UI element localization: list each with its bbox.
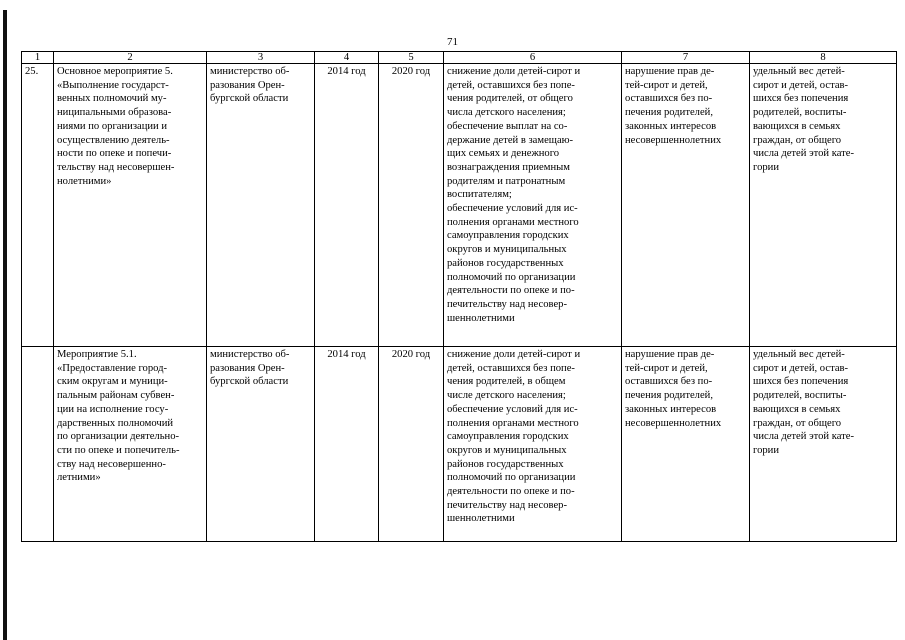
cell-text-line: вающихся в семьях [753,120,841,132]
cell-text-line: Основное мероприятие 5. [57,66,173,77]
cell-text-line: летними» [57,472,101,484]
table-row [22,347,897,542]
cell-text-line: ниями по организации и [57,120,168,132]
cell-text-line: несовершеннолетних [625,417,722,429]
cell-text-line: нолетними» [57,175,112,187]
cell-text-line: числа детей этой кате- [753,148,855,160]
cell-text-line: несовершеннолетних [625,134,722,146]
page-edge-bar [3,10,7,640]
cell-text-line: шихся без попечения [753,93,849,105]
event-cell [54,347,207,542]
cell-text-line: ству над несовершенно- [57,458,166,470]
column-number: 3 [207,52,315,64]
cell-text-line: деятельности по опеке и по- [447,486,575,498]
cell-text-line: числе детского населения; [447,390,566,402]
cell-text-line: тей-сирот и детей, [625,79,708,91]
page-number: 71 [447,36,458,48]
column-number: 4 [315,52,379,64]
cell-text-line: печительству над несовер- [447,298,567,310]
cell-text-line: пальным районам субвен- [57,390,175,402]
cell-text-line: держание детей в замещаю- [447,134,574,146]
cell-text-line: бургской области [210,93,289,105]
cell-text-line: печения родителей, [625,390,713,402]
cell-text-line: числа детей этой кате- [753,431,855,443]
cell-text-line: полнения органами местного [447,417,579,429]
column-number: 6 [444,52,622,64]
cell-text-line: «Предоставление город- [57,362,168,374]
cell-text-line: гории [753,444,780,456]
cell-text-line: обеспечение условий для ис- [447,403,578,415]
column-number-row [22,52,897,64]
cell-text-line: обеспечение условий для ис- [447,203,578,215]
cell-text-line: оставшихся без по- [625,93,713,105]
cell-text-line: удельный вес детей- [753,349,845,360]
cell-text-line: печительству над несовер- [447,499,567,511]
cell-text-line: Мероприятие 5.1. [57,349,137,360]
executor-cell [207,347,315,542]
cell-text-line: округов и муниципальных [447,244,567,256]
cell-text-line: ции на исполнение госу- [57,403,169,415]
result-cell [444,64,622,347]
indicator-cell [750,347,897,542]
cell-text-line: законных интересов [625,120,717,132]
column-number: 2 [54,52,207,64]
table-row [22,64,897,347]
cell-text-line: печения родителей, [625,107,713,119]
cell-text-line: шеннолетними [447,312,515,324]
cell-text-line: удельный вес детей- [753,66,845,77]
cell-text-line: министерство об- [210,349,290,360]
cell-text-line: полномочий по организации [447,271,576,283]
executor-cell [207,64,315,347]
cell-text-line: по организации деятельно- [57,431,180,443]
cell-text-line: деятельности по опеке и по- [447,285,575,297]
start-year-cell: 2014 год [315,347,379,542]
cell-text-line: снижение доли детей-сирот и [447,349,581,360]
indicator-cell [750,64,897,347]
column-number: 8 [750,52,897,64]
cell-text-line: самоуправления городских [447,431,569,443]
cell-text-line: оставшихся без по- [625,376,713,388]
row-number [22,347,54,542]
cell-text-line: «Выполнение государст- [57,79,169,91]
end-year-cell: 2020 год [379,347,444,542]
column-number: 1 [22,52,54,64]
cell-text-line: гории [753,161,780,173]
cell-text-line: родителей, воспиты- [753,390,847,402]
cell-text-line: чения родителей, в общем [447,376,566,388]
cell-text-line: венных полномочий му- [57,93,167,105]
event-cell [54,64,207,347]
cell-text-line: родителей, воспиты- [753,107,847,119]
cell-text-line: полномочий по организации [447,472,576,484]
cell-text-line: тей-сирот и детей, [625,362,708,374]
cell-text-line: ниципальными образова- [57,107,172,119]
cell-text-line: тельству над несовершен- [57,161,175,173]
cell-text-line: ским округам и муници- [57,376,168,388]
cell-text-line: разования Орен- [210,362,285,374]
start-year-cell: 2014 год [315,64,379,347]
cell-text-line: сирот и детей, остав- [753,362,849,374]
document-table [21,51,897,542]
cell-text-line: снижение доли детей-сирот и [447,66,581,77]
end-year-cell: 2020 год [379,64,444,347]
cell-text-line: сти по опеке и попечитель- [57,444,180,456]
cell-text-line: бургской области [210,376,289,388]
cell-text-line: разования Орен- [210,79,285,91]
cell-text-line: щих семьях и денежного [447,148,560,160]
cell-text-line: шихся без попечения [753,376,849,388]
cell-text-line: осуществлению деятель- [57,134,170,146]
cell-text-line: районов государственных [447,458,564,470]
cell-text-line: граждан, от общего [753,134,842,146]
cell-text-line: чения родителей, от общего [447,93,573,105]
cell-text-line: министерство об- [210,66,290,77]
consequences-cell [622,64,750,347]
cell-text-line: округов и муниципальных [447,444,567,456]
cell-text-line: вознаграждения приемным [447,161,570,173]
cell-text-line: вающихся в семьях [753,403,841,415]
cell-text-line: ности по опеке и попечи- [57,148,172,160]
row-number: 25. [22,64,54,347]
cell-text-line: дарственных полномочий [57,417,174,429]
cell-text-line: родителям и патронатным [447,175,566,187]
cell-text-line: детей, оставшихся без попе- [447,362,575,374]
cell-text-line: полнения органами местного [447,216,579,228]
cell-text-line: обеспечение выплат на со- [447,120,568,132]
cell-text-line: законных интересов [625,403,717,415]
cell-text-line: районов государственных [447,257,564,269]
column-number: 5 [379,52,444,64]
cell-text-line: сирот и детей, остав- [753,79,849,91]
result-cell [444,347,622,542]
column-number: 7 [622,52,750,64]
cell-text-line: детей, оставшихся без попе- [447,79,575,91]
cell-text-line: граждан, от общего [753,417,842,429]
cell-text-line: шеннолетними [447,513,515,525]
cell-text-line: нарушение прав де- [625,349,715,360]
cell-text-line: самоуправления городских [447,230,569,242]
consequences-cell [622,347,750,542]
cell-text-line: воспитателям; [447,189,512,201]
cell-text-line: числа детского населения; [447,107,566,119]
cell-text-line: нарушение прав де- [625,66,715,77]
